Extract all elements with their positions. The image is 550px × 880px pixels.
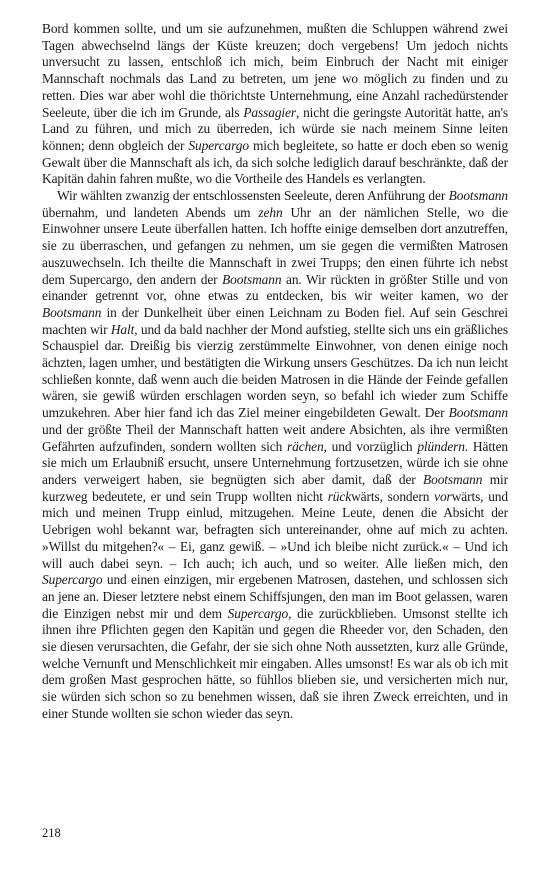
body-text: mich begleitete, so hatte er doch eben so wenig Gewalt über die Mannschaft als ich, da sich solche lediglich darauf beschränkte, daß der Kapitän dahin fahren mußte, wo die Vortheile des Handels es verlangten.	[42, 137, 508, 187]
body-text: , die zurückblieben. Umsonst stellte ich ihnen ihre Pflichten gegen den Kapitän und gegen die Rheeder vor, den Schaden, den sie diesen verursachten, die Gefahr, der sie sich ohne Noth aussetzten, kurz alle Gründe, welche Vernunft und Menschlichkeit mir eingaben. Alles umsonst! Es war als ob ich mit dem großen Mast gesprochen hätte, so fühllos blieben sie, und versicherten mich nur, sie würden sich schon so zu benehmen wissen, daß sie ihren Zweck erreichten, und in einer Stunde wollten sie schon wieder das seyn.	[42, 605, 508, 721]
page-body	[42, 21, 508, 723]
paragraph-2	[42, 188, 508, 723]
emphasis-text: rück	[327, 488, 352, 504]
body-text: , und da bald nachher der Mond aufstieg, stellte sich uns ein gräßliches Schauspiel dar. Dreißig bis vierzig zerstümmelte Einwohner, von denen einige noch ächzten, lagen umher, und bestätigten die Wirkung unsers Geschützes. Da ich nun leicht schließen konnte, daß wenn auch die beiden Matrosen in die Hände der Feinde gefallen wären, sie gewiß würden erschlagen worden seyn, so befahl ich wieder zum Schiffe umzukehren. Aber hier fand ich das Ziel meiner eingebildeten Gewalt. Der	[42, 321, 509, 421]
emphasis-text: rächen	[287, 438, 324, 454]
emphasis-text: plündern	[417, 438, 465, 454]
body-text: Wir wählten zwanzig der entschlossensten Seeleute, deren Anführung der	[57, 188, 449, 204]
page-number: 218	[42, 826, 61, 840]
body-text: wärts, sondern	[351, 488, 435, 504]
emphasis-text: Passagier	[243, 104, 297, 120]
emphasis-text: Bootsmann	[42, 304, 102, 320]
body-text: Uhr an der nämlichen Stelle, wo die Einwohner unsere Leute überfallen hatten. Ich hoffte einige demselben dort anzutreffen, sie zu überraschen, und gefangen zu nehmen, um sie gegen die vermißten Matrosen auszuwechseln. Ich theilte die Mannschaft in zwei Trupps; den einen führte ich nebst dem Supercargo, den andern der	[42, 204, 508, 287]
emphasis-text: zehn	[258, 204, 283, 220]
emphasis-text: Supercargo	[42, 572, 103, 588]
body-text: in der Dunkelheit über einen Leichnam zu Boden fiel. Auf sein Geschrei machten wir	[42, 304, 508, 337]
emphasis-text: Bootsmann	[222, 271, 282, 287]
emphasis-text: Bootsmann	[423, 471, 483, 487]
body-text: Bord kommen sollte, und um sie aufzunehmen, mußten die Schluppen während zwei Tagen abwechselnd längs der Küste kreuzen; doch vergebens! Um jedoch nichts unversucht zu lassen, entschloß ich mich, beim Einbruch der Nacht mit einiger Mannschaft nochmals das Land zu betreten, um jene wo möglich zu finden und zu retten. Dies war aber wohl die thörichtste Unternehmung, eine Anzahl rachedürstender Seeleute, über die ich im Grunde, als	[42, 21, 508, 120]
body-text: mir kurzweg bedeutete, er und sein Trupp wollten nicht	[42, 471, 509, 504]
emphasis-text: vor	[434, 488, 452, 504]
body-text: , und vorzüglich	[323, 438, 418, 454]
body-text: übernahm, und landeten Abends um	[42, 204, 259, 220]
paragraph-1	[42, 21, 508, 188]
emphasis-text: Supercargo	[188, 137, 249, 153]
emphasis-text: Bootsmann	[448, 405, 508, 421]
emphasis-text: Halt	[110, 321, 135, 337]
body-text: wärts, und mich und meinen Trupp einlud, mitzugehen. Meine Leute, denen die Absicht der Uebrigen wohl bekannt war, befragten sich untereinander, ohne auf mich zu achten. »Willst du mitgehen?« – Ei, ganz gewiß. – »Und ich bleibe nicht zurück.« – Und ich will auch dabei seyn. – Ich auch; ich auch, und so weiter. Alle ließen mich, den	[42, 488, 508, 571]
emphasis-text: Bootsmann	[448, 188, 508, 204]
body-text: an. Wir rückten in größter Stille und von einander getrennt vor, ohne etwas zu entdecken, bis wir weiter kamen, wo der	[42, 271, 509, 304]
body-text: und einen einzigen, mir ergebenen Matrosen, dastehen, und schlossen sich an jene an. Dieser letztere nebst einem Schiffsjungen, den man im Boot gelassen, waren die Einzigen nebst mir und dem	[42, 572, 508, 621]
emphasis-text: Supercargo	[227, 605, 289, 621]
body-text: und der größte Theil der Mannschaft hatten weit andere Absichten, als ihre vermißten Gefährten aufzufinden, sondern wollten sich	[42, 421, 508, 454]
body-text: . Hätten sie mich um Erlaubniß ersucht, unsere Unternehmung fortzusetzen, würde ich sie ohne anders verweigert haben, sie begnügten sich aber damit, daß der	[42, 438, 509, 487]
body-text: , nicht die geringste Autorität hatte, an's Land zu führen, und mich zu überreden, ich würde sie nach meinem Sinne leiten können; denn obgleich der	[42, 104, 509, 153]
